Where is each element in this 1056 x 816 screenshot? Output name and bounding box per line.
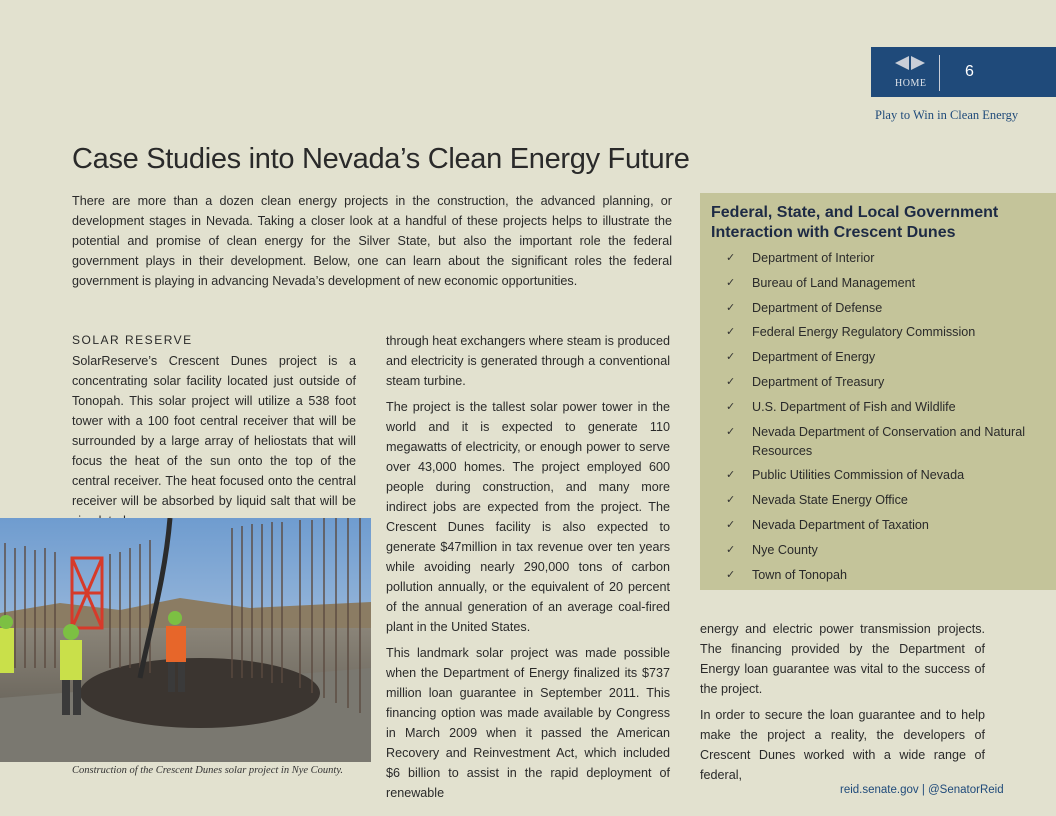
nav-divider — [939, 55, 940, 91]
checkmark-icon: ✓ — [726, 252, 736, 264]
column-1 — [72, 351, 356, 537]
col3-paragraph-2: In order to secure the loan guarantee and to help make the project a reality, the developers of Crescent Dunes worked with a wide range of federal, — [700, 708, 985, 782]
checkmark-icon: ✓ — [726, 276, 736, 289]
checkmark-icon: ✓ — [726, 568, 736, 581]
agency-item — [700, 491, 1042, 510]
agency-name: Department of Treasury — [752, 374, 885, 389]
tagline: Play to Win in Clean Energy — [875, 108, 1019, 122]
checkmark-icon: ✓ — [726, 469, 736, 482]
agency-item — [700, 299, 1042, 318]
agency-name: Nevada State Energy Office — [752, 493, 908, 508]
checkmark-icon: ✓ — [726, 375, 736, 388]
agency-name: Town of Tonopah — [752, 567, 847, 582]
agency-sidebar — [700, 193, 1056, 590]
checkmark-icon: ✓ — [726, 425, 736, 438]
agency-name: Federal Energy Regulatory Commission — [752, 325, 976, 340]
sidebar-title: Federal, State, and Local Government Interaction with Crescent Dunes — [711, 204, 999, 241]
agency-item — [700, 323, 1042, 342]
col2-paragraph-2: The project is the tallest solar power tower in the world and it is expected to generate 110 megawatts of electricity, or enough power to serve over 43,000 homes. The project employed 600 people during construction, and many more indirect jobs are expected from the project. The Crescent Dunes facility is also expected to generate $47million in tax revenue over ten years while avoiding nearly 290,000 tons of carbon pollution annually, or the equivalent of 20 percent of the annual generation of an average coal-fired plant in the United States. — [386, 400, 670, 634]
agency-name: Bureau of Land Management — [752, 275, 916, 290]
agency-item — [700, 541, 1042, 560]
checkmark-icon: ✓ — [726, 543, 736, 556]
checkmark-icon: ✓ — [726, 494, 736, 507]
agency-name: Department of Interior — [752, 251, 875, 265]
checkmark-icon: ✓ — [726, 400, 736, 413]
intro-paragraph: There are more than a dozen clean energy projects in the construction, the advanced planning, or development stages in Nevada. Taking a closer look at a handful of these projects helps to illustrate the potential and promise of clean energy for the Silver State, but also the important role the federal government plays in their development. Below, one can learn about the significant roles the federal government is playing in advancing Nevada’s development of new economic opportunities. — [72, 194, 672, 288]
home-link[interactable]: HOME — [895, 78, 927, 89]
col1-paragraph: SolarReserve’s Crescent Dunes project is a concentrating solar facility located just outside of Tonopah. This solar project will utilize a 538 foot tower with a 100 foot central receiver that will be surrounded by a large array of heliostats that will focus the heat of the sun onto the top of the central receiver. The heat focused onto the central receiver will be absorbed by liquid salt that will be — [72, 354, 356, 508]
checkmark-icon: ✓ — [726, 301, 736, 314]
nav-arrows[interactable] — [895, 56, 929, 70]
agency-name: Nevada Department of Conservation and Natural Resources — [752, 424, 1026, 458]
prev-page-icon[interactable] — [895, 56, 909, 70]
checkmark-icon: ✓ — [726, 326, 736, 339]
section-label: SOLAR RESERVE — [72, 333, 193, 347]
agency-item — [700, 516, 1042, 535]
agency-name: Public Utilities Commission of Nevada — [752, 468, 965, 483]
page-title: Case Studies into Nevada’s Clean Energy Future — [72, 143, 690, 175]
footer-links[interactable]: reid.senate.gov | @SenatorReid — [840, 784, 1004, 796]
agency-name: Nye County — [752, 542, 818, 557]
col2-paragraph-1: through heat exchangers where steam is produced and electricity is generated through a conventional steam turbine. — [386, 334, 670, 388]
agency-name: Department of Defense — [752, 300, 883, 315]
agency-item — [700, 348, 1042, 367]
agency-item — [700, 274, 1042, 293]
agency-item — [700, 398, 1042, 417]
agency-item — [700, 566, 1042, 585]
agency-name: U.S. Department of Fish and Wildlife — [752, 399, 956, 414]
construction-photo — [0, 518, 371, 762]
column-2 — [386, 331, 670, 809]
agency-name: Nevada Department of Taxation — [752, 517, 929, 532]
agency-item — [700, 466, 1042, 485]
checkmark-icon: ✓ — [726, 518, 736, 531]
agency-item — [700, 249, 1042, 268]
col2-paragraph-3: This landmark solar project was made possible when the Department of Energy finalized its $737 million loan guarantee in September 2011. This financing option was made available by Congress in March 2009 when it passed the American Recovery and Reinvestment Act, which included $6 billion to assist in the rapid deployment of renewable — [386, 646, 670, 800]
page-number: 6 — [965, 63, 974, 80]
next-page-icon[interactable] — [911, 56, 925, 70]
nav-box — [871, 47, 1056, 97]
checkmark-icon: ✓ — [726, 351, 736, 364]
column-3 — [700, 619, 985, 791]
agency-item — [700, 423, 1042, 461]
agency-name: Department of Energy — [752, 350, 876, 365]
agency-list — [700, 249, 1056, 590]
col3-paragraph-1: energy and electric power transmission projects. The financing provided by the Department of Energy loan guarantee was vital to the success of the project. — [700, 622, 985, 696]
agency-item — [700, 373, 1042, 392]
photo-caption: Construction of the Crescent Dunes solar project in Nye County. — [72, 765, 344, 776]
